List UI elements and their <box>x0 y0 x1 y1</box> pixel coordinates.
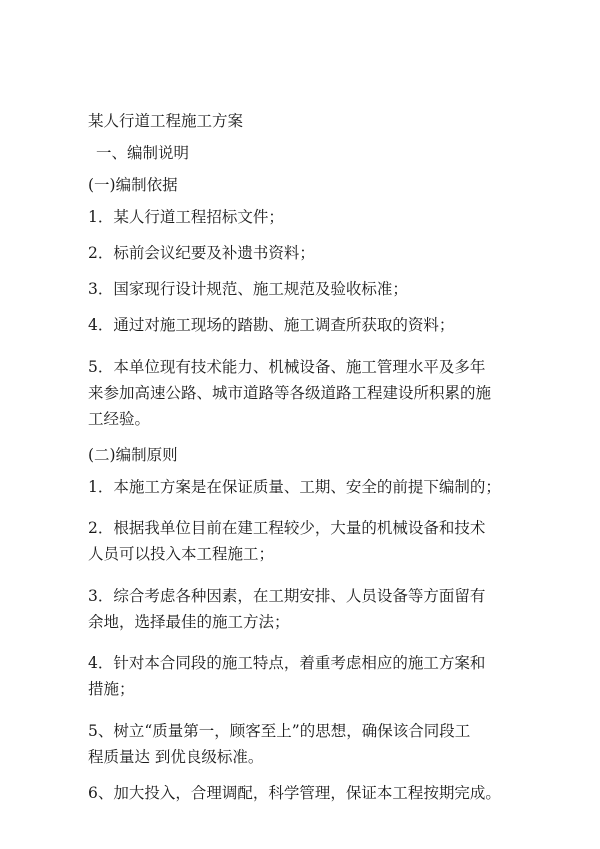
basis-item-5-line-1: 5．本单位现有技术能力、机械设备、施工管理水平及多年 <box>88 357 486 376</box>
basis-item-1: 1．某人行道工程招标文件； <box>88 208 284 226</box>
principle-item-2-line-1: 2．根据我单位目前在建工程较少，大量的机械设备和技术 <box>88 519 486 537</box>
subheading-basis: (一)编制依据 <box>88 176 178 194</box>
basis-item-5 <box>88 354 520 432</box>
principle-item-5-line-2: 程质量达 到优良级标准。 <box>88 747 264 766</box>
section-heading-compilation: 一、编制说明 <box>96 144 190 162</box>
principle-item-4 <box>88 650 520 702</box>
principle-item-5-line-1: 5、树立“质量第一，顾客至上”的思想，确保该合同段工 <box>88 721 471 740</box>
basis-item-3: 3．国家现行设计规范、施工规范及验收标准； <box>88 280 408 298</box>
basis-item-5-line-2: 来参加高速公路、城市道路等各级道路工程建设所积累的施 <box>88 383 492 402</box>
document-body <box>88 108 520 816</box>
principle-item-3 <box>88 583 520 635</box>
document-title: 某人行道工程施工方案 <box>88 112 244 130</box>
subheading-principles: (二)编制原则 <box>88 445 178 464</box>
principle-item-2 <box>88 515 520 567</box>
principle-item-3-line-2: 余地，选择最佳的施工方法； <box>88 612 290 631</box>
principle-item-3-line-1: 3．综合考虑各种因素，在工期安排、人员设备等方面留有 <box>88 586 486 605</box>
basis-item-4: 4．通过对施工现场的踏勘、施工调查所获取的资料； <box>88 316 455 334</box>
basis-item-5-line-3: 工经验。 <box>88 409 151 428</box>
principle-item-6: 6、加大投入，合理调配，科学管理，保证本工程按期完成。 <box>88 783 501 802</box>
principle-item-2-line-2: 人员可以投入本工程施工； <box>88 545 275 563</box>
principle-item-4-line-1: 4．针对本合同段的施工特点，着重考虑相应的施工方案和 <box>88 654 486 672</box>
principle-item-5 <box>88 718 520 770</box>
principle-item-1: 1．本施工方案是在保证质量、工期、安全的前提下编制的； <box>88 477 501 496</box>
basis-item-2: 2．标前会议纪要及补遗书资料； <box>88 244 315 262</box>
principle-item-4-line-2: 措施； <box>88 680 135 698</box>
